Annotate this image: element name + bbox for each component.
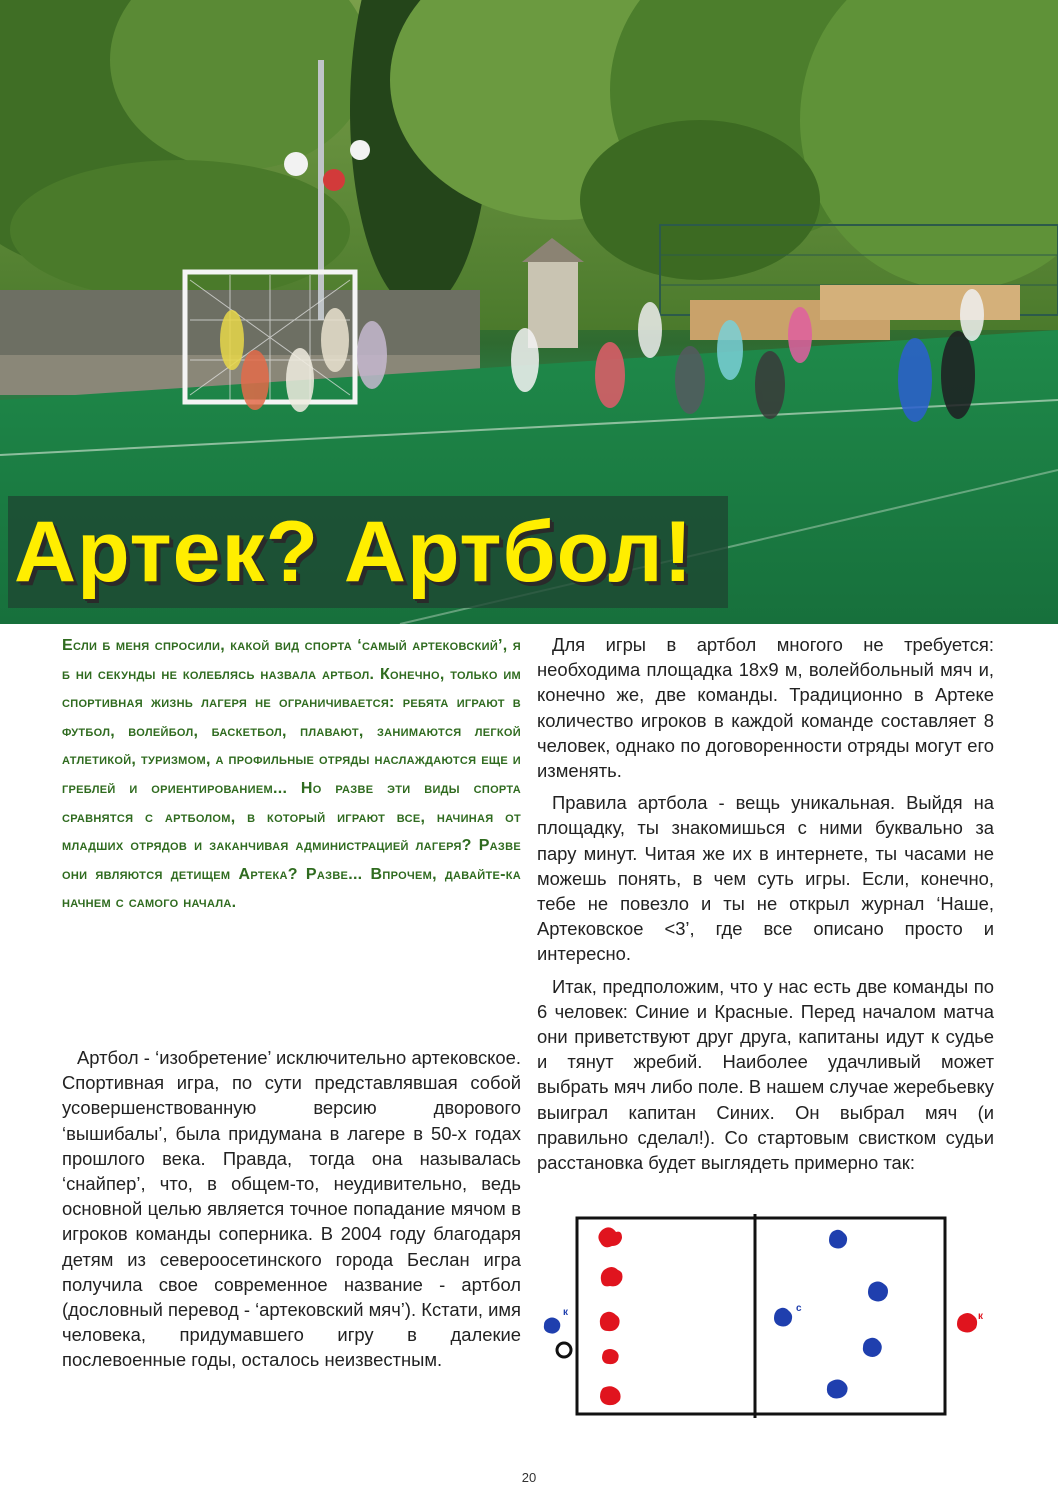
body-paragraph: Итак, предположим, что у нас есть две команды по 6 человек: Синие и Красные. Перед началом матча они приветствуют друг друга, капитаны идут к судье и тянут жребий. Наиболее удачливый может выбрать мяч либо поле. В нашем случае жеребьевку выиграл капитан Синих. Он выбрал мяч (и правильно сделал!). Со стартовым свистком судьи расстановка будет выглядеть примерно так: [537,975,994,1174]
blue-captain-label: к [563,1307,569,1318]
body-paragraph: Для игры в артбол многого не требуется: необходима площадка 18х9 м, волейбольный мяч и, конечно же, две команды. Традиционно в Артеке количество игроков в каждой команде составляет 8 человек, однако по договоренности отряды могут его изменять. [537,634,994,782]
blue-player [829,1230,847,1249]
body-paragraph: Правила артбола - вещь уникальная. Выйдя на площадку, ты знакомишься с ними буквально за пару минут. Читая же их в интернете, ты часами не можешь понять, в чем суть игры. Если, конечно, тебе не повезло и ты не открыл журнал ‘Наше, Артековское <3’, где все описано просто и интересно. [537,792,994,965]
red-player [602,1349,619,1364]
blue-player [774,1308,792,1327]
article-title: Артек? Артбол! [14,504,694,600]
left-column [62,1045,521,1373]
blue-captain [544,1318,560,1334]
blue-center-label: с [796,1303,802,1314]
blue-player [827,1380,848,1399]
field-outline [577,1218,945,1414]
body-paragraph: Артбол - ‘изобретение’ исключительно артековское. Спортивная игра, по сути представлявшая собой усовершенствованную версию дворового ‘вышибалы’, была придумана в лагере в 50-х годах прошлого века. Правда, тогда она называлась ‘снайпер’, что, в общем-то, неудивительно, ведь основной целью является точное попадание мячом в игроков команды соперника. В 2004 году благодаря детям из североосетинского города Беслан игра получила свое современное название - артбол (дословный перевод - ‘артековский мяч’). Кстати, имя человека, придумавшего игру в далекие послевоенные годы, осталось неизвестным. [62,1047,521,1371]
blue-player [868,1282,888,1302]
red-captain [957,1313,977,1333]
field-diagram-svg [540,1210,1000,1424]
red-player [601,1267,623,1286]
red-player [600,1312,620,1331]
red-captain-label: к [978,1311,984,1322]
red-player [598,1227,622,1247]
right-column [537,632,994,1175]
blue-player [863,1338,882,1357]
ball-icon [557,1343,571,1357]
red-player [600,1386,621,1405]
field-diagram [540,1210,1000,1424]
lead-paragraph: Если б меня спросили, какой вид спорта ‘самый артековский’, я б ни секунды не колеблясь назвала артбол. Конечно, только им спортивная жизнь лагеря не ограничивается: ребята играют в футбол, волейбол, баскетбол, плавают, занимаются легкой атлетикой, туризмом, а профильные отряды наслаждаются еще и греблей и ориентированием... Но разве эти виды спорта сравнятся с артболом, в который играют все, начиная от младших отрядов и заканчивая администрацией лагеря? Разве они являются детищем Артека? Разве... Впрочем, давайте-ка начнем с самого начала. [62,637,521,912]
page-number: 20 [521,1470,537,1485]
